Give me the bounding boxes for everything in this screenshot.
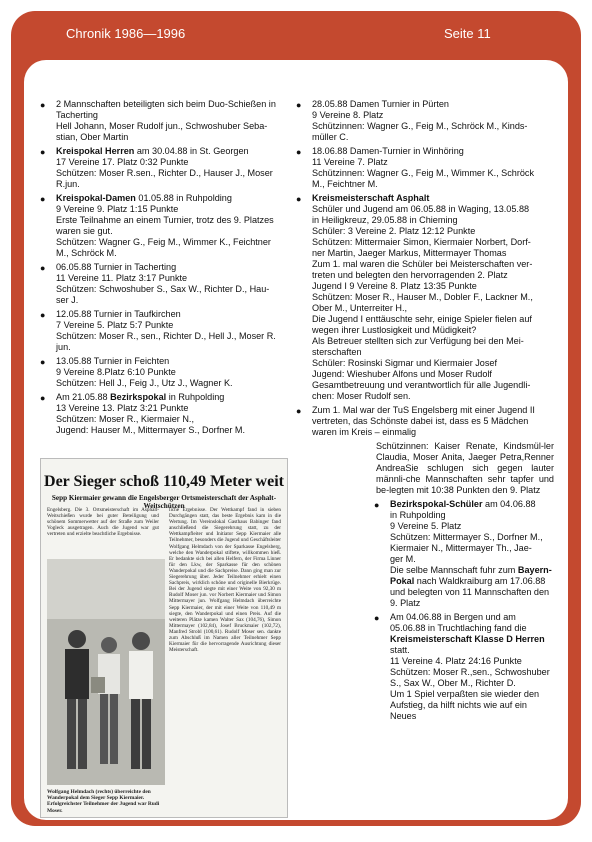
left-entry [40,356,290,389]
entry-line: S., Sax W., Ober M., Richter D. [390,678,516,688]
entry-line: Um 1 Spiel verpaßten sie wieder den [390,689,540,699]
entry-line: Hell Johann, Moser Rudolf jun., Schwoshuber Seba- [56,121,268,131]
entry-line: Am 04.06.88 in Bergen und am [390,612,516,622]
entry-line: treten und belegten den hervorragenden 2. Platz [312,270,508,280]
entry-line: waren im Kreis – einmalig [312,427,417,437]
entry-line: 17 Vereine 17. Platz 0:32 Punkte [56,157,189,167]
entry-line: Schützen: Mittermaier Simon, Kiermaier Norbert, Dorf- [312,237,531,247]
entry-line: wegen ihrer Lustlosigkeit und Müdigkeit? [312,325,477,335]
entry-heading-bold: Bezirkspokal-Schüler [390,499,483,509]
entry-line: Schützinnen: Wagner G., Feig M., Wimmer K., Schröck [312,168,535,178]
girls-team-line: che Mannschaften sehr tapfer und be- [376,474,554,495]
entry-line: Schützen: Moser R.sen., Richter D., Hauser J., Moser [56,168,273,178]
chronicle-title: Chronik 1986—1996 [66,26,186,41]
entry-line: Schützen: Wagner G., Feig M., Wimmer K., Feichtner [56,237,271,247]
entry-line: Jugend I 9 Vereine 8. Platz 13:35 Punkte [312,281,477,291]
entry-line: Schützen: Moser R., Hauser M., Dobler F., Lackner M., [312,292,533,302]
entry-line: in Heiligkreuz, 29.05.88 in Chieming [312,215,458,225]
clipping-photo [47,559,165,785]
bullet-icon: ● [296,194,302,204]
entry-line: 9 Vereine 9. Platz 1:15 Punkte [56,204,179,214]
entry-line: M., Schröck M. [56,248,117,258]
entry-line: 9. Platz [390,598,421,608]
entry-line: Zum 1. mal waren die Schüler bei Meisterschaften ver- [312,259,533,269]
entry-heading-bold: Bezirkspokal [110,392,167,402]
entry-line: Schützen: Moser R.,sen., Schwoshuber [390,667,550,677]
entry-heading [312,193,554,204]
entry-line: Die selbe Mannschaft fuhr zum Bayern- [390,565,552,575]
girls-team-line: Sie schlugen sich gegen lauter männli- [376,463,554,484]
newspaper-clipping [40,458,288,818]
left-entry [40,193,290,259]
right-entry [296,99,554,143]
right-entry-lower [374,612,554,722]
left-entry [40,392,290,436]
entry-heading-bold: Kreispokal Herren [56,146,135,156]
right-column [296,99,554,725]
left-entry [40,146,290,190]
bullet-icon: ● [374,500,380,510]
clipping-text-intro: Engelsberg. Die 3. Ortsmeisterschaft im Asphalt-Weitschießen wurde bei guter Beteiligung und schönem Sommerwetter auf der Straße zum Weiler Vogleck ausgetragen. Auch die Jugend war gut vertreten und erzielte beachtliche Ergebnisse. [47,507,159,538]
right-entry [296,405,554,438]
entry-line: 06.05.88 Turnier in Tacherting [56,262,177,272]
clipping-headline: Der Sieger schoß 110,49 Meter weit [44,473,284,490]
entry-line: Die Jugend I enttäuschte sehr, einige Spieler fielen auf [312,314,532,324]
entry-line: Neues [390,711,417,721]
entry-line: 13.05.88 Turnier in Feichten [56,356,170,366]
entry-heading-rest: am 04.06.88 [482,499,536,509]
entry-line: ger M. [390,554,416,564]
entry-line: Schützen: Schwoshuber S., Sax W., Richter D., Hau- [56,284,270,294]
entry-line: Schützinnen: Wagner G., Feig M., Schröck M., Kinds- [312,121,528,131]
clipping-text-body: liche Ergebnisse. Der Wettkampf fand in sieben Durchgängen statt, das beste Ergebnis kam in die Wertung. Im Vereinslokal Gasthaus Babinger fand anschließend die Siegerehrung statt, zu der Wettkampfleiter und Initiator Sepp Kiermaier alle Teilnehmer, besonders die Jugend und Geschäftsleiter Wolfgang Helmdach von der Sparkasse Engelsberg, welche den Wanderpokal stiftete, willkommen hieß. Er bedankte sich bei allen Helfern, der Firma Linner für den Lkw, der Sparkasse für den schönen Wanderpokal und die Sachpreise. Dann ging man zur Siegerehrung über. Jeder Teilnehmer erhielt einen Sachpreis, wirklich schöne und originelle Bierkrüge. Bei der Jugend siegte mit einer Weite von 92,30 m Rudolf Moser jun. vor Norbert Kiermaier und Simon Mittermayer jun. Wolfgang Helmdach überreichte Sepp Kiermaier, der mit einer Weite von 110,49 m siegte, den Wanderpokal und einen Preis. Auf die weiteren Plätze kamen Walter Sax (104,76), Simon Mittermayer (102,84), Josef Bruckmaier (102,72), Manfred Strobl (100,61). Rudolf Moser sen. dankte zum Abschluß im Namen aller Teilnehmer Sepp Kiermaier für die hervorragende Ausrichtung dieser Meisterschaft. [169,507,281,654]
entry-line: und belegten von 11 Mannschaften den [390,587,550,597]
entry-line: Jugend: Hauser M., Mittermayer S., Dorfner M. [56,425,246,435]
entry-line: 18.06.88 Damen-Turnier in Winhöring [312,146,464,156]
entry-line: 9 Vereine 8.Platz 6:10 Punkte [56,367,176,377]
entry-line: vertreten, das Schönste dabei ist, dass es 5 Mädchen [312,416,529,426]
bullet-icon: ● [40,310,46,320]
entry-line: ser J. [56,295,79,305]
bullet-icon: ● [296,100,302,110]
entry-line: 9 Vereine 8. Platz [312,110,384,120]
entry-line: Pokal nach Waldkraiburg am 17.06.88 [390,576,546,586]
entry-line: in Ruhpolding [390,510,446,520]
girls-team-line: Renner Andrea [376,452,554,473]
right-entry-lower [374,499,554,609]
entry-line: chen: Moser Rudolf sen. [312,391,411,401]
left-entry [40,262,290,306]
entry-line: sterschaften [312,347,362,357]
entry-line: statt. [390,645,410,655]
entry-line: Schüler und Jugend am 06.05.88 in Waging, 13.05.88 [312,204,530,214]
entry-line: Jugend: Wieshuber Alfons und Moser Rudolf [312,369,492,379]
entry-heading-prefix: Am 21.05.88 [56,392,111,402]
entry-line: Tacherting [56,110,98,120]
entry-heading [56,392,290,403]
entry-line: 28.05.88 Damen Turnier in Pürten [312,99,449,109]
entry-line: Gesamtbetreuung und verantwortlich für alle Jugendli- [312,380,531,390]
entry-heading [56,146,290,157]
entry-line: 13 Vereine 13. Platz 3:21 Punkte [56,403,189,413]
entry-line: müller C. [312,132,349,142]
page-number: Seite 11 [444,26,491,41]
entry-heading-bold: Kreismeisterschaft Asphalt [312,193,430,203]
entry-line: Kiermaier N., Mittermayer Th., Jae- [390,543,532,553]
entry-line: R.jun. [56,179,80,189]
left-entry [40,309,290,353]
clipping-subheadline: Sepp Kiermaier gewann die Engelsberger Ortsmeisterschaft der Asphalt-Weitschützen [51,494,277,510]
entry-heading-rest: 01.05.88 in Ruhpolding [135,193,232,203]
entry-line: stian, Ober Martin [56,132,129,142]
girls-team-line: Schützinnen: Kaiser Renate, Kindsmül- [376,441,544,451]
entry-line: Als Betreuer stellten sich zur Verfügung bei den Mei- [312,336,524,346]
bullet-icon: ● [374,613,380,623]
entry-heading-bold: Kreispokal-Damen [56,193,136,203]
bullet-icon: ● [296,406,302,416]
bullet-icon: ● [40,263,46,273]
entry-line: 2 Mannschaften beteiligten sich beim Duo-Schießen in [56,99,276,109]
entry-line: 11 Vereine 4. Platz 24:16 Punkte [390,656,522,666]
right-entry [296,193,554,402]
entry-line: Ober M., Unterreiter H., [312,303,408,313]
entry-line: Schützen: Hell J., Feig J., Utz J., Wagner K. [56,378,233,388]
bullet-icon: ● [40,100,46,110]
entry-line: 11 Vereine 7. Platz [312,157,388,167]
entry-line: Kreismeisterschaft Klasse D Herren [390,634,545,644]
entry-line: Schützen: Moser R., Kiermaier N., [56,414,194,424]
bullet-icon: ● [40,393,46,403]
clipping-caption: Wolfgang Helmdach (rechts) überreichte den Wanderpokal dem Sieger Sepp Kiermaier. Erfolgreichster Teilnehmer der Jugend war Rudi Moser. [47,789,160,814]
entry-heading [56,193,290,204]
right-entry [296,146,554,190]
girls-team-line: legten mit 10:38 Punkten den 9. Platz [389,485,541,495]
bullet-icon: ● [296,147,302,157]
entry-line: Zum 1. Mal war der TuS Engelsberg mit einer Jugend II [312,405,535,415]
entry-line: Erste Teilnahme an einem Turnier, trotz des 9. Platzes [56,215,274,225]
entry-line: 11 Vereine 11. Platz 3:17 Punkte [56,273,188,283]
entry-line: 05.06.88 in Truchtlaching fand die [390,623,527,633]
entry-line: waren sie gut. [56,226,113,236]
entry-line: Schützen: Moser R., sen., Richter D., Hell J., Moser R. [56,331,276,341]
entry-heading-rest: in Ruhpolding [166,392,225,402]
award-photo-figures [47,559,165,785]
entry-heading-rest: am 30.04.88 in St. Georgen [134,146,249,156]
entry-line: ner Martin, Jaeger Markus, Mittermayer Thomas [312,248,507,258]
entry-line: Schützen: Mittermayer S., Dorfner M., [390,532,543,542]
entry-line: Schüler: Rosinski Sigmar und Kiermaier Josef [312,358,497,368]
bullet-icon: ● [40,357,46,367]
entry-heading [390,499,554,510]
entry-line: M., Feichtner M. [312,179,378,189]
left-column [40,99,290,439]
entry-line: 12.05.88 Turnier in Taufkirchen [56,309,181,319]
entry-line: Aufstieg, da hilft nichts wie auf ein [390,700,527,710]
girls-team-line: ler Claudia, Moser Anita, Jaeger Petra, [376,441,554,462]
left-entry [40,99,290,143]
entry-line: 7 Vereine 5. Platz 5:7 Punkte [56,320,174,330]
entry-line: jun. [56,342,71,352]
entry-line: Schüler: 3 Vereine 2. Platz 12:12 Punkte [312,226,476,236]
entry-line: 9 Vereine 5. Platz [390,521,462,531]
girls-team-block [296,441,554,496]
bullet-icon: ● [40,194,46,204]
bullet-icon: ● [40,147,46,157]
